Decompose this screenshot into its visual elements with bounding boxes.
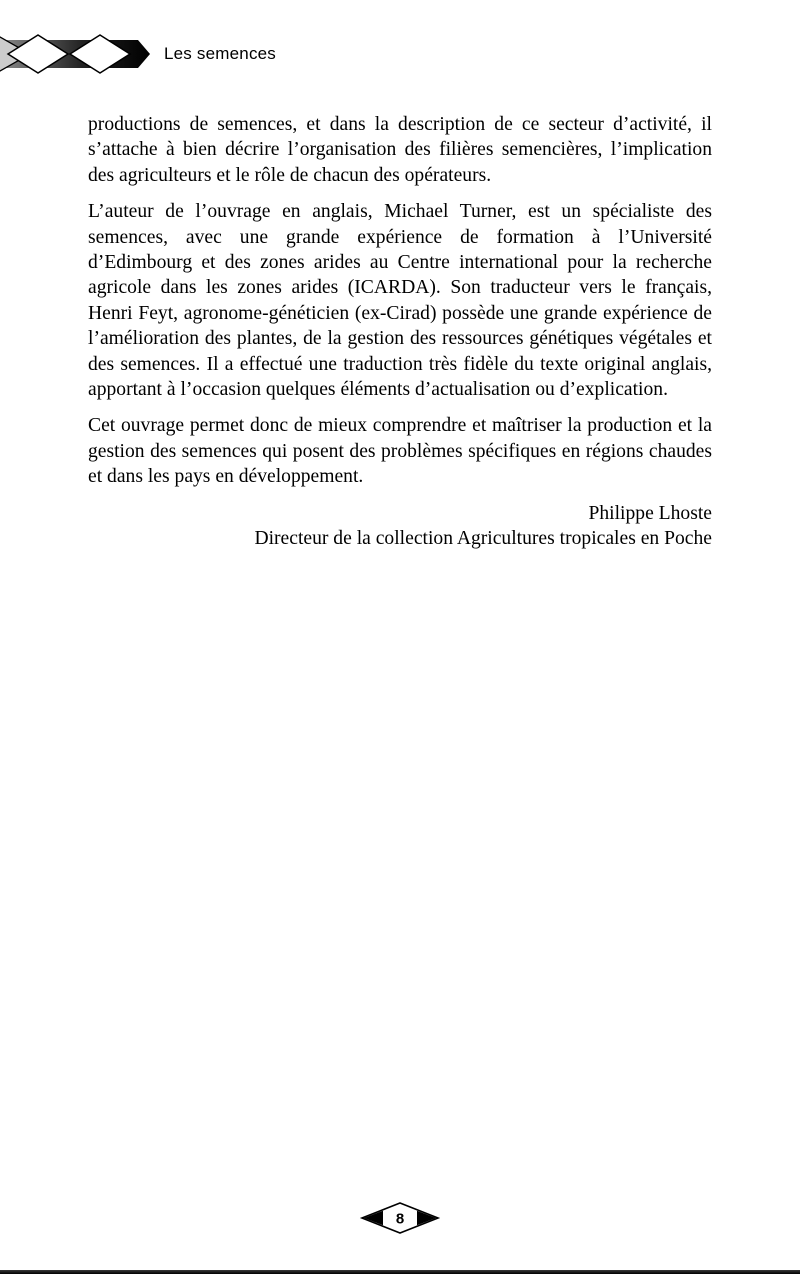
- page-footer: [0, 1200, 800, 1236]
- paragraph: productions de semences, et dans la description de ce secteur d’activité, il s’attache à bien décrire l’organisation des filières semencières, l’implication des agriculteurs et le rôle de chacun des opérateurs.: [88, 114, 712, 186]
- signature-block: [88, 501, 712, 552]
- page-body: [88, 112, 712, 552]
- paragraph: L’auteur de l’ouvrage en anglais, Michael Turner, est un spécialiste des semences, avec une grande expérience de formation à l’Université d’Edimbourg et des zones arides au Centre international pour la recherche agricole dans les zones arides (ICARDA). Son traducteur vers le français, Henri Feyt, agronome-généticien (ex-Cirad) possède une grande expérience de l’amélioration des plantes, de la gestion des ressources génétiques végétales et des semences. Il a effectué une traduction très fidèle du texte original anglais, apportant à l’occasion quelques éléments d’actualisation ou d’explication.: [88, 201, 712, 401]
- signature-title: Directeur de la collection Agricultures tropicales en Poche: [254, 528, 712, 550]
- page-bottom-edge: [0, 1270, 800, 1274]
- diamond-page-marker-icon: [358, 1200, 442, 1236]
- page-header: [0, 32, 276, 76]
- diamond-chain-ornament-icon: [0, 32, 150, 76]
- page-number: 8: [395, 1210, 405, 1228]
- running-title: Les semences: [164, 44, 277, 63]
- paragraph: Cet ouvrage permet donc de mieux comprendre et maîtriser la production et la gestion des semences qui posent des problèmes spécifiques en régions chaudes et dans les pays en développement.: [88, 415, 712, 488]
- signature-name: Philippe Lhoste: [588, 502, 712, 524]
